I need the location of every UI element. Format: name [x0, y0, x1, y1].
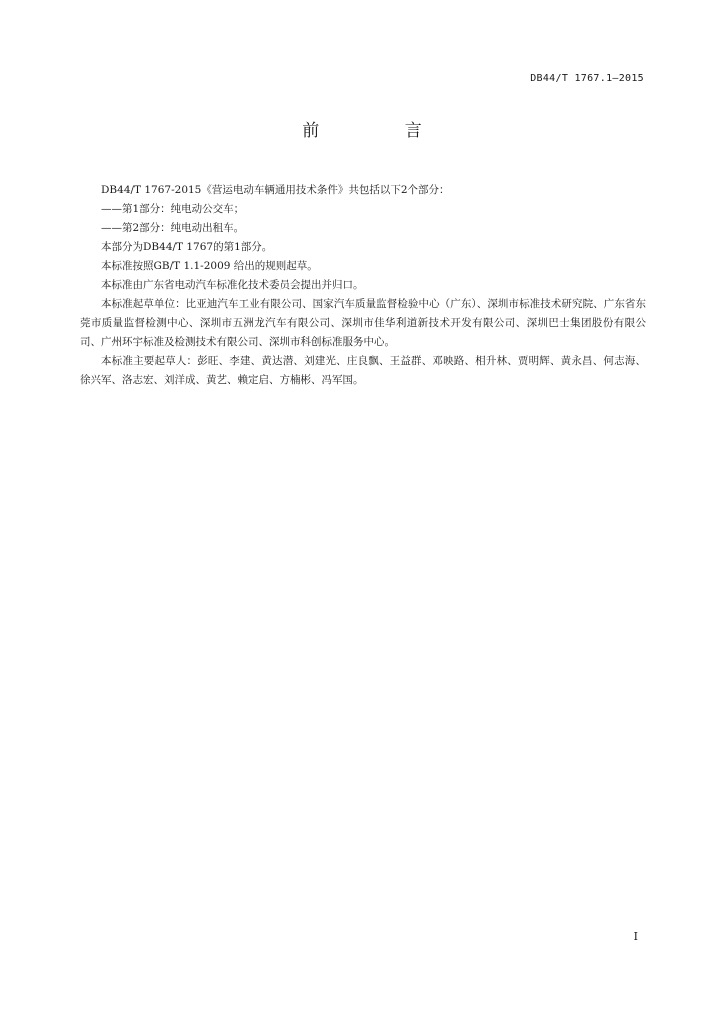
- paragraph-drafters: 本标准主要起草人：彭旺、李建、黄达潜、刘建光、庄良飘、王益群、邓映路、相升林、贾明辉、黄永昌、何志海、徐兴军、洛志宏、刘洋成、黄艺、赖定启、方楠彬、冯军国。: [80, 355, 646, 386]
- document-body: [80, 181, 646, 390]
- paragraph-drafting-rules: 本标准按照GB/T 1.1-2009 给出的规则起草。: [101, 260, 318, 272]
- paragraph-scope: DB44/T 1767-2015《营运电动车辆通用技术条件》共包括以下2个部分：: [101, 184, 450, 196]
- paragraph-this-part: 本部分为DB44/T 1767的第1部分。: [101, 241, 273, 253]
- page-title: 前 言: [302, 121, 462, 141]
- paragraph-drafting-units: 本标准起草单位：比亚迪汽车工业有限公司、国家汽车质量监督检验中心（广东）、深圳市标准技术研究院、广东省东莞市质量监督检测中心、深圳市五洲龙汽车有限公司、深圳市佳华利道新技术开发有限公司、深圳巴士集团股份有限公司、广州环宇标准及检测技术有限公司、深圳市科创标准服务中心。: [80, 298, 646, 348]
- paragraph-part-1: ——第1部分：纯电动公交车；: [101, 203, 245, 215]
- page-number: I: [633, 930, 638, 943]
- document-code-header: DB44/T 1767.1—2015: [530, 73, 644, 84]
- paragraph-part-2: ——第2部分：纯电动出租车。: [101, 222, 245, 234]
- paragraph-proposer: 本标准由广东省电动汽车标准化技术委员会提出并归口。: [101, 279, 364, 291]
